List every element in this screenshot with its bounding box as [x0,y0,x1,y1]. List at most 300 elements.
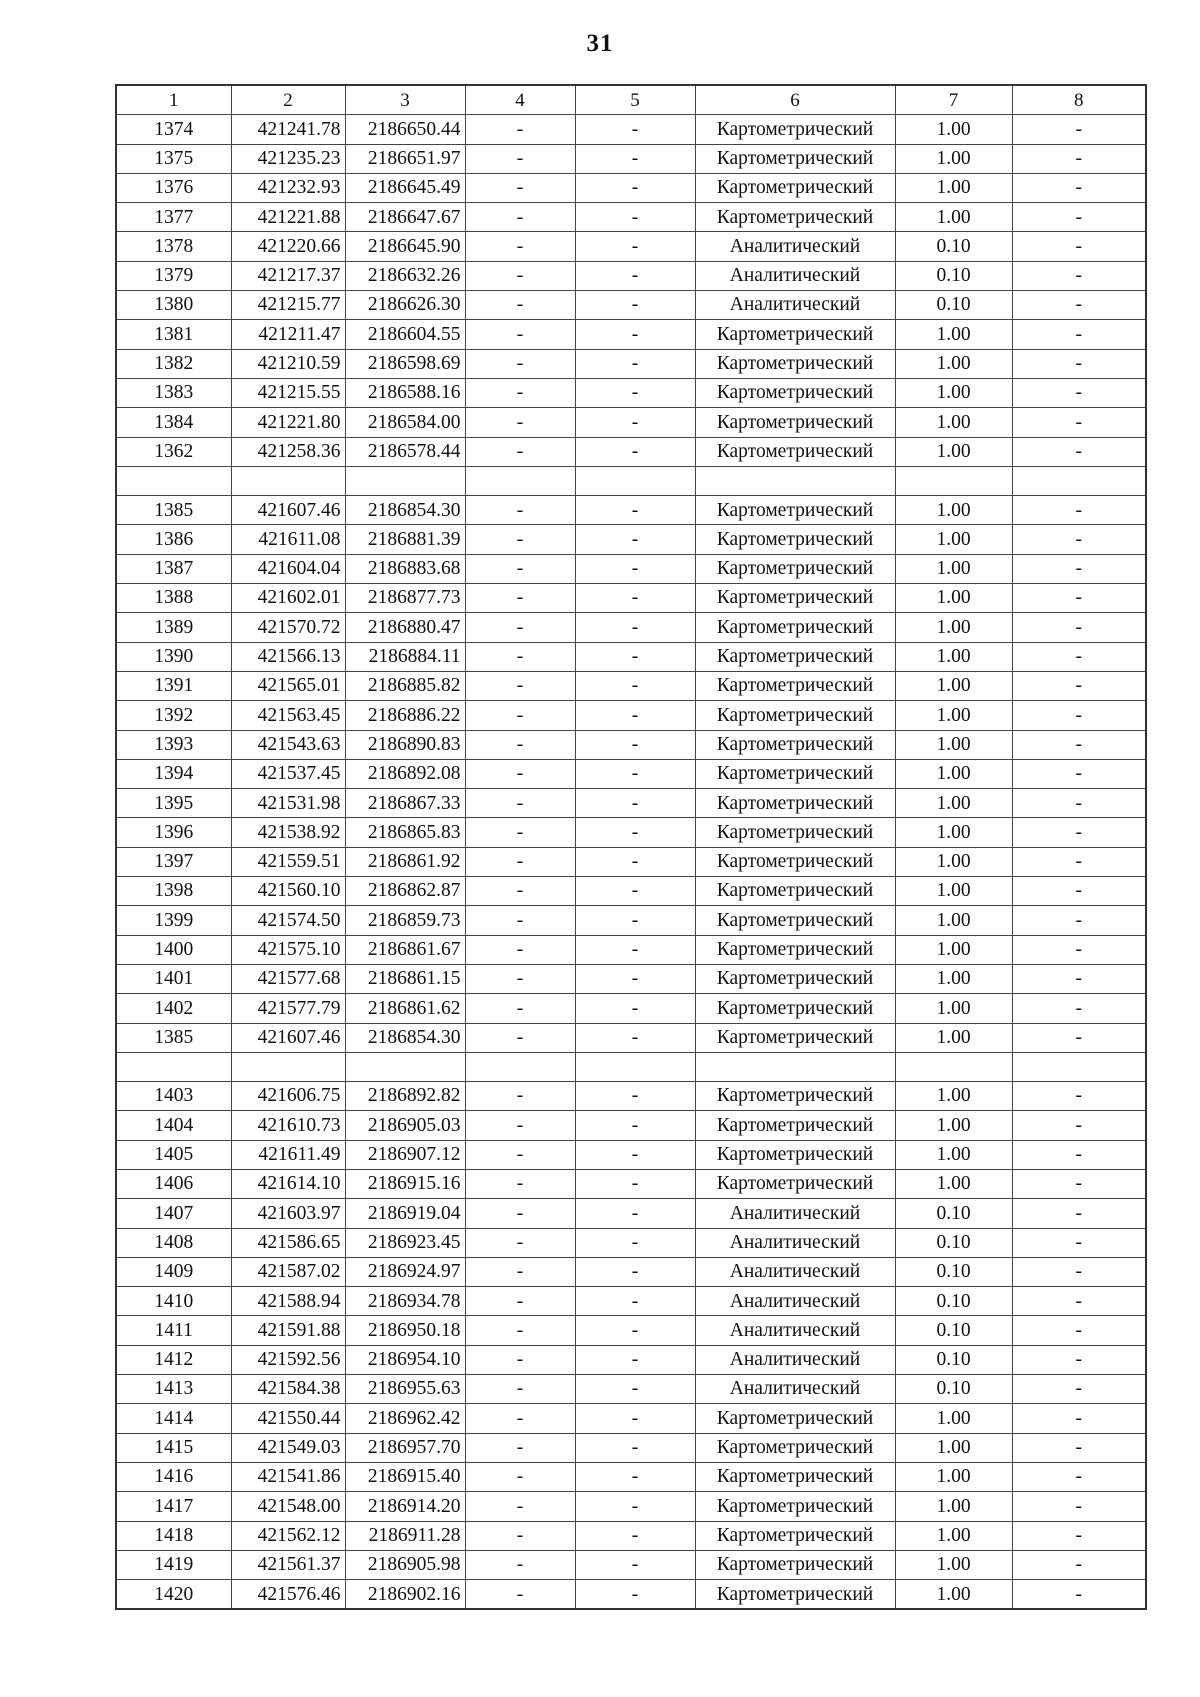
x-coordinate-cell: 421562.12 [231,1521,345,1550]
col5-cell: - [575,291,695,320]
point-number-cell: 1410 [116,1287,231,1316]
method-cell: Картометрический [695,1082,895,1111]
method-cell: Картометрический [695,1492,895,1521]
x-coordinate-cell: 421258.36 [231,437,345,466]
y-coordinate-cell: 2186632.26 [345,261,465,290]
point-number-cell: 1403 [116,1082,231,1111]
x-coordinate-cell: 421550.44 [231,1404,345,1433]
col4-cell: - [465,1521,575,1550]
accuracy-cell: 1.00 [895,1550,1012,1579]
col8-cell: - [1012,1521,1146,1550]
column-header: 5 [575,85,695,115]
x-coordinate-cell: 421221.88 [231,203,345,232]
y-coordinate-cell: 2186645.49 [345,173,465,202]
col4-cell: - [465,994,575,1023]
accuracy-cell: 1.00 [895,203,1012,232]
x-coordinate-cell: 421576.46 [231,1580,345,1610]
y-coordinate-cell: 2186588.16 [345,378,465,407]
col8-cell: - [1012,1257,1146,1286]
col4-cell: - [465,203,575,232]
col8-cell: - [1012,584,1146,613]
method-cell [695,466,895,495]
accuracy-cell: 1.00 [895,1169,1012,1198]
col5-cell: - [575,554,695,583]
table-row [116,730,1146,759]
table-row [116,1433,1146,1462]
col4-cell: - [465,349,575,378]
accuracy-cell: 0.10 [895,1228,1012,1257]
accuracy-cell: 1.00 [895,320,1012,349]
method-cell: Картометрический [695,378,895,407]
col8-cell: - [1012,1462,1146,1491]
col8-cell: - [1012,1404,1146,1433]
y-coordinate-cell: 2186867.33 [345,789,465,818]
col8-cell: - [1012,818,1146,847]
col5-cell: - [575,701,695,730]
y-coordinate-cell: 2186645.90 [345,232,465,261]
page-number: 31 [586,30,614,57]
method-cell: Картометрический [695,877,895,906]
y-coordinate-cell: 2186885.82 [345,671,465,700]
col4-cell: - [465,1433,575,1462]
table-row [116,1521,1146,1550]
table-row [116,584,1146,613]
x-coordinate-cell: 421537.45 [231,759,345,788]
col4-cell: - [465,261,575,290]
col4-cell: - [465,291,575,320]
point-number-cell: 1407 [116,1199,231,1228]
col5-cell: - [575,1287,695,1316]
method-cell: Аналитический [695,1287,895,1316]
point-number-cell: 1397 [116,847,231,876]
x-coordinate-cell: 421210.59 [231,349,345,378]
accuracy-cell: 1.00 [895,437,1012,466]
x-coordinate-cell [231,466,345,495]
x-coordinate-cell: 421606.75 [231,1082,345,1111]
table-separator-row [116,466,1146,495]
x-coordinate-cell: 421538.92 [231,818,345,847]
col4-cell: - [465,877,575,906]
col5-cell: - [575,437,695,466]
table-row [116,525,1146,554]
method-cell: Картометрический [695,115,895,144]
method-cell: Картометрический [695,173,895,202]
point-number-cell: 1399 [116,906,231,935]
table-row [116,554,1146,583]
col5-cell: - [575,496,695,525]
y-coordinate-cell: 2186962.42 [345,1404,465,1433]
x-coordinate-cell: 421587.02 [231,1257,345,1286]
table-row [116,261,1146,290]
y-coordinate-cell: 2186604.55 [345,320,465,349]
table-row [116,1228,1146,1257]
table-row [116,613,1146,642]
table-row [116,115,1146,144]
y-coordinate-cell [345,466,465,495]
col8-cell: - [1012,1140,1146,1169]
method-cell: Картометрический [695,730,895,759]
col4-cell: - [465,1404,575,1433]
x-coordinate-cell: 421604.04 [231,554,345,583]
col5-cell: - [575,935,695,964]
col5-cell: - [575,789,695,818]
accuracy-cell: 0.10 [895,1199,1012,1228]
point-number-cell: 1380 [116,291,231,320]
col8-cell: - [1012,115,1146,144]
col8-cell [1012,1052,1146,1081]
col5-cell: - [575,1433,695,1462]
table-row [116,642,1146,671]
point-number-cell [116,466,231,495]
y-coordinate-cell: 2186861.67 [345,935,465,964]
point-number-cell: 1385 [116,496,231,525]
col4-cell: - [465,1580,575,1610]
col5-cell [575,466,695,495]
method-cell: Картометрический [695,1169,895,1198]
table-row [116,1404,1146,1433]
x-coordinate-cell: 421586.65 [231,1228,345,1257]
column-header: 7 [895,85,1012,115]
accuracy-cell: 1.00 [895,173,1012,202]
col8-cell: - [1012,613,1146,642]
col5-cell: - [575,906,695,935]
col5-cell: - [575,1257,695,1286]
method-cell: Картометрический [695,964,895,993]
y-coordinate-cell: 2186892.08 [345,759,465,788]
y-coordinate-cell: 2186881.39 [345,525,465,554]
y-coordinate-cell: 2186924.97 [345,1257,465,1286]
col4-cell: - [465,642,575,671]
col8-cell: - [1012,701,1146,730]
col8-cell: - [1012,730,1146,759]
col4-cell: - [465,1316,575,1345]
col5-cell: - [575,642,695,671]
col8-cell: - [1012,789,1146,818]
col4-cell: - [465,789,575,818]
table-row [116,173,1146,202]
table-header-row [116,85,1146,115]
table-row [116,1287,1146,1316]
table-separator-row [116,1052,1146,1081]
x-coordinate-cell: 421221.80 [231,408,345,437]
col8-cell: - [1012,759,1146,788]
col8-cell: - [1012,1287,1146,1316]
x-coordinate-cell: 421607.46 [231,1023,345,1052]
table-row [116,408,1146,437]
point-number-cell: 1379 [116,261,231,290]
point-number-cell: 1420 [116,1580,231,1610]
col4-cell: - [465,525,575,554]
table-row [116,671,1146,700]
point-number-cell: 1402 [116,994,231,1023]
y-coordinate-cell: 2186877.73 [345,584,465,613]
x-coordinate-cell: 421592.56 [231,1345,345,1374]
col5-cell: - [575,1140,695,1169]
accuracy-cell: 1.00 [895,877,1012,906]
accuracy-cell: 1.00 [895,1580,1012,1610]
col5-cell: - [575,613,695,642]
point-number-cell: 1405 [116,1140,231,1169]
col5-cell: - [575,408,695,437]
accuracy-cell: 0.10 [895,1287,1012,1316]
y-coordinate-cell: 2186859.73 [345,906,465,935]
method-cell: Аналитический [695,1345,895,1374]
col4-cell: - [465,671,575,700]
accuracy-cell: 1.00 [895,759,1012,788]
accuracy-cell: 1.00 [895,1492,1012,1521]
table-row [116,1257,1146,1286]
accuracy-cell: 1.00 [895,496,1012,525]
point-number-cell: 1406 [116,1169,231,1198]
x-coordinate-cell [231,1052,345,1081]
x-coordinate-cell: 421591.88 [231,1316,345,1345]
method-cell: Картометрический [695,320,895,349]
accuracy-cell: 1.00 [895,349,1012,378]
table-row [116,789,1146,818]
column-header: 1 [116,85,231,115]
point-number-cell: 1401 [116,964,231,993]
point-number-cell: 1416 [116,1462,231,1491]
table-row [116,1375,1146,1404]
accuracy-cell: 1.00 [895,1111,1012,1140]
method-cell: Аналитический [695,1228,895,1257]
col4-cell: - [465,378,575,407]
table-row [116,701,1146,730]
accuracy-cell: 1.00 [895,144,1012,173]
col8-cell [1012,466,1146,495]
method-cell: Картометрический [695,1111,895,1140]
col4-cell: - [465,584,575,613]
col8-cell: - [1012,964,1146,993]
method-cell: Картометрический [695,144,895,173]
method-cell: Картометрический [695,1433,895,1462]
point-number-cell: 1377 [116,203,231,232]
method-cell: Аналитический [695,261,895,290]
x-coordinate-cell: 421607.46 [231,496,345,525]
col8-cell: - [1012,1580,1146,1610]
col4-cell: - [465,1199,575,1228]
point-number-cell: 1404 [116,1111,231,1140]
method-cell: Картометрический [695,1023,895,1052]
method-cell: Картометрический [695,437,895,466]
accuracy-cell: 1.00 [895,1140,1012,1169]
accuracy-cell: 0.10 [895,1257,1012,1286]
y-coordinate-cell: 2186957.70 [345,1433,465,1462]
col8-cell: - [1012,437,1146,466]
y-coordinate-cell: 2186914.20 [345,1492,465,1521]
point-number-cell: 1396 [116,818,231,847]
accuracy-cell: 1.00 [895,1404,1012,1433]
accuracy-cell: 1.00 [895,554,1012,583]
accuracy-cell: 1.00 [895,525,1012,554]
col5-cell: - [575,115,695,144]
col4-cell [465,1052,575,1081]
table-row [116,847,1146,876]
col4-cell: - [465,1169,575,1198]
col4-cell: - [465,906,575,935]
table-row [116,1462,1146,1491]
col4-cell: - [465,232,575,261]
col8-cell: - [1012,378,1146,407]
x-coordinate-cell: 421241.78 [231,115,345,144]
accuracy-cell [895,1052,1012,1081]
col5-cell [575,1052,695,1081]
point-number-cell: 1409 [116,1257,231,1286]
col8-cell: - [1012,1375,1146,1404]
y-coordinate-cell: 2186865.83 [345,818,465,847]
x-coordinate-cell: 421217.37 [231,261,345,290]
col8-cell: - [1012,320,1146,349]
col8-cell: - [1012,1199,1146,1228]
point-number-cell: 1387 [116,554,231,583]
y-coordinate-cell: 2186955.63 [345,1375,465,1404]
x-coordinate-cell: 421215.77 [231,291,345,320]
col5-cell: - [575,1199,695,1228]
y-coordinate-cell: 2186911.28 [345,1521,465,1550]
point-number-cell: 1381 [116,320,231,349]
col4-cell: - [465,554,575,583]
col5-cell: - [575,994,695,1023]
point-number-cell: 1418 [116,1521,231,1550]
table-row [116,1082,1146,1111]
y-coordinate-cell: 2186650.44 [345,115,465,144]
table-row [116,144,1146,173]
x-coordinate-cell: 421566.13 [231,642,345,671]
col4-cell: - [465,1375,575,1404]
method-cell: Картометрический [695,701,895,730]
x-coordinate-cell: 421565.01 [231,671,345,700]
table-row [116,1316,1146,1345]
col5-cell: - [575,964,695,993]
point-number-cell: 1412 [116,1345,231,1374]
y-coordinate-cell: 2186861.92 [345,847,465,876]
x-coordinate-cell: 421575.10 [231,935,345,964]
y-coordinate-cell [345,1052,465,1081]
x-coordinate-cell: 421563.45 [231,701,345,730]
y-coordinate-cell: 2186915.40 [345,1462,465,1491]
point-number-cell: 1413 [116,1375,231,1404]
y-coordinate-cell: 2186884.11 [345,642,465,671]
accuracy-cell: 1.00 [895,1521,1012,1550]
x-coordinate-cell: 421611.49 [231,1140,345,1169]
col4-cell: - [465,144,575,173]
col4-cell: - [465,1023,575,1052]
table-row [116,759,1146,788]
accuracy-cell: 1.00 [895,378,1012,407]
table-row [116,437,1146,466]
col8-cell: - [1012,906,1146,935]
y-coordinate-cell: 2186905.98 [345,1550,465,1579]
col4-cell: - [465,847,575,876]
col5-cell: - [575,584,695,613]
col8-cell: - [1012,1023,1146,1052]
table-row [116,203,1146,232]
method-cell: Аналитический [695,1257,895,1286]
accuracy-cell: 1.00 [895,906,1012,935]
accuracy-cell: 1.00 [895,730,1012,759]
col4-cell: - [465,759,575,788]
col8-cell: - [1012,525,1146,554]
col5-cell: - [575,1404,695,1433]
point-number-cell: 1417 [116,1492,231,1521]
method-cell: Картометрический [695,408,895,437]
y-coordinate-cell: 2186578.44 [345,437,465,466]
table-row [116,320,1146,349]
accuracy-cell [895,466,1012,495]
col5-cell: - [575,1580,695,1610]
table-row [116,1023,1146,1052]
column-header: 6 [695,85,895,115]
col5-cell: - [575,1023,695,1052]
method-cell: Картометрический [695,1462,895,1491]
col5-cell: - [575,261,695,290]
col5-cell: - [575,144,695,173]
x-coordinate-cell: 421577.68 [231,964,345,993]
col8-cell: - [1012,877,1146,906]
point-number-cell: 1393 [116,730,231,759]
col5-cell: - [575,320,695,349]
method-cell: Картометрический [695,554,895,583]
accuracy-cell: 0.10 [895,1316,1012,1345]
accuracy-cell: 1.00 [895,847,1012,876]
method-cell: Аналитический [695,1199,895,1228]
col8-cell: - [1012,1316,1146,1345]
y-coordinate-cell: 2186907.12 [345,1140,465,1169]
point-number-cell: 1415 [116,1433,231,1462]
col4-cell: - [465,964,575,993]
x-coordinate-cell: 421610.73 [231,1111,345,1140]
col4-cell: - [465,1082,575,1111]
accuracy-cell: 0.10 [895,261,1012,290]
x-coordinate-cell: 421559.51 [231,847,345,876]
method-cell: Картометрический [695,847,895,876]
method-cell: Картометрический [695,1140,895,1169]
y-coordinate-cell: 2186651.97 [345,144,465,173]
table-row [116,1550,1146,1579]
method-cell: Картометрический [695,994,895,1023]
col5-cell: - [575,1462,695,1491]
y-coordinate-cell: 2186862.87 [345,877,465,906]
column-header: 8 [1012,85,1146,115]
col4-cell: - [465,613,575,642]
y-coordinate-cell: 2186598.69 [345,349,465,378]
x-coordinate-cell: 421543.63 [231,730,345,759]
col5-cell: - [575,203,695,232]
method-cell: Картометрический [695,1550,895,1579]
col8-cell: - [1012,554,1146,583]
y-coordinate-cell: 2186915.16 [345,1169,465,1198]
col5-cell: - [575,1169,695,1198]
col8-cell: - [1012,1550,1146,1579]
point-number-cell: 1394 [116,759,231,788]
accuracy-cell: 0.10 [895,1375,1012,1404]
col5-cell: - [575,1492,695,1521]
y-coordinate-cell: 2186861.15 [345,964,465,993]
col8-cell: - [1012,847,1146,876]
col8-cell: - [1012,1169,1146,1198]
y-coordinate-cell: 2186902.16 [345,1580,465,1610]
table-row [116,964,1146,993]
col8-cell: - [1012,173,1146,202]
point-number-cell: 1374 [116,115,231,144]
col5-cell: - [575,847,695,876]
x-coordinate-cell: 421614.10 [231,1169,345,1198]
method-cell: Картометрический [695,789,895,818]
accuracy-cell: 1.00 [895,701,1012,730]
col4-cell: - [465,935,575,964]
col4-cell: - [465,1287,575,1316]
col4-cell: - [465,1492,575,1521]
